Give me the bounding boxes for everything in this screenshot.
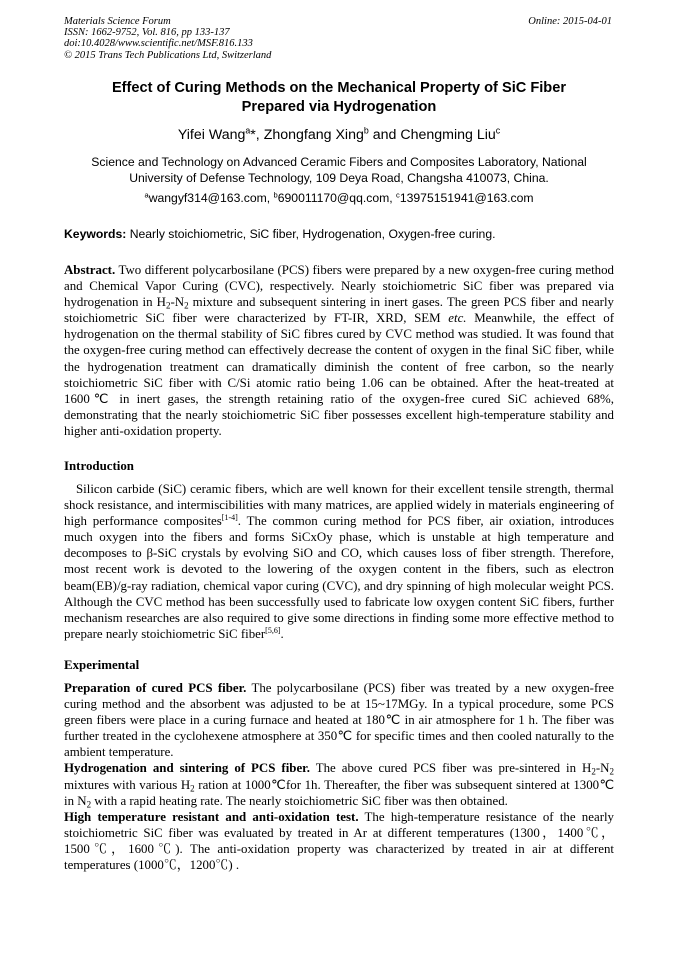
email-c-mark: c xyxy=(396,190,400,200)
abstract-label: Abstract. xyxy=(64,263,116,277)
exp-paragraph-1 xyxy=(64,680,614,760)
issn-line: ISSN: 1662-9752, Vol. 816, pp 133-137 xyxy=(64,27,230,39)
author-1-mark: a xyxy=(245,125,251,136)
exp-p2-sub-4: 2 xyxy=(86,798,92,809)
exp-p1-label: Preparation of cured PCS fiber. xyxy=(64,681,247,695)
email-c[interactable]: 13975151941@163.com xyxy=(399,191,534,205)
author-3-mark: c xyxy=(495,125,501,136)
exp-p2-text-5: with a rapid heating rate. The nearly stoichiometric SiC fiber was then obtained. xyxy=(91,793,508,808)
email-list xyxy=(64,191,614,206)
intro-text-2: . The common curing method for PCS fiber, air oxiation, introduces much oxygen into the fibers and forms SiCxOy phase, which is unstable at high temperature and decomposes to β-SiC crystals by evolving SiO and CO, which causes loss of fiber strength. Therefore, most recent work is devoted to the lowering of the oxygen content in the fibers, such as electron beam(EB)/g-ray radiation, chemical vapor curing (CVC), and dry spinning of high molecular weight PCS. Although the CVC method has been successfully used to fabricate low oxygen content SiC fibers, further mechanism researches are also required to give some directions in finding some more effective method to prepare nearly stoichiometric SiC fiber xyxy=(64,514,614,641)
author-1-star: *, xyxy=(250,127,264,143)
title-line-1: Effect of Curing Methods on the Mechanical Property of SiC Fiber xyxy=(111,80,567,96)
online-date: Online: 2015-04-01 xyxy=(528,16,612,27)
exp-paragraph-2 xyxy=(64,760,614,808)
author-2-mark: b xyxy=(363,125,369,136)
intro-text-1: Silicon carbide (SiC) ceramic fibers, which are well known for their excellent tensile strength, thermal shock resistance, and intermiscibilities with many matrices, are applied widely in materials engineering of high performance composites xyxy=(64,482,614,529)
exp-p2-sub-3: 2 xyxy=(190,782,195,793)
abstract-sub-2: 2 xyxy=(184,300,189,311)
keywords-text: Nearly stoichiometric, SiC fiber, Hydrogenation, Oxygen-free curing. xyxy=(126,227,496,241)
abstract-text-1: Two different polycarbosilane (PCS) fibers were prepared by a new oxygen-free curing method and Chemical Vapor Curing (CVC), respectively. Nearly stoichiometric SiC fiber was prepared via hydrogenation in H xyxy=(64,263,614,310)
exp-paragraph-3 xyxy=(64,809,614,873)
exp-p2-text-2: -N xyxy=(595,761,610,776)
abstract-sub-1: 2 xyxy=(165,300,171,311)
exp-p2-label: Hydrogenation and sintering of PCS fiber. xyxy=(64,761,310,776)
copyright-line: © 2015 Trans Tech Publications Ltd, Switzerland xyxy=(64,49,272,61)
abstract-text-4: Meanwhile, the effect of hydrogenation on the thermal stability of SiC fibres cured by CVC method was studied. It was found that the oxygen-free curing method can effectively decrease the content of oxygen in the final SiC fiber, while the hydrogenation treatment can dramatically diminish the content of free carbon, so the nearly stoichiometric SiC fiber with C/Si atomic ratio being 1.06 can be obtained. After the heat-treated at 1600℃ in inert gases, the strength retaining ratio of the oxygen-free cured SiC achieved 68%, demonstrating that the nearly stoichiometric SiC fiber possesses excellent high-temperature stability and higher anti-oxidation property. xyxy=(64,311,615,438)
email-a-mark: a xyxy=(144,190,149,200)
intro-ref-1[interactable]: [1-4] xyxy=(221,513,238,523)
exp-p1-text: The polycarbosilane (PCS) fiber was treated by a new oxygen-free curing method and the absorbent was adjusted to be at 15~17MGy. In a typical procedure, some PCS green fibers were place in a curing furnace and heated at 180℃ in air atmosphere for 1 h. The fiber was further treated in the cyclohexene atmosphere at 350℃ for specific times and then cooled naturally to the ambient temperature. xyxy=(64,681,614,760)
abstract-text-3: mixture and subsequent sintering in inert gases. The green PCS fiber and nearly stoichiometric SiC fiber were characterized by FT-IR, XRD, SEM xyxy=(64,295,614,326)
introduction-heading: Introduction xyxy=(64,459,134,473)
keywords-label: Keywords: xyxy=(64,227,127,241)
introduction-body xyxy=(64,481,614,642)
exp-p2-sub-1: 2 xyxy=(591,766,596,777)
affiliation: Science and Technology on Advanced Ceramic Fibers and Composites Laboratory, National University of Defense Technology, 109 Deya Road, Changsha 410073, China. xyxy=(91,155,587,185)
author-and: and xyxy=(368,127,401,143)
email-b-mark: b xyxy=(273,190,278,200)
email-a[interactable]: wangyf314@163.com, xyxy=(148,191,274,205)
author-3: Chengming Liu xyxy=(400,127,496,143)
author-2: Zhongfang Xing xyxy=(263,127,364,143)
exp-p3-label: High temperature resistant and anti-oxidation test. xyxy=(64,809,359,824)
exp-p2-sub-2: 2 xyxy=(609,766,614,777)
exp-p2-text-4: ration at 1000℃for 1h. Thereafter, the fiber was subsequent sintered at 1300℃ in N xyxy=(64,777,614,808)
abstract-etc: etc. xyxy=(448,311,467,326)
journal-name: Materials Science Forum xyxy=(64,16,171,27)
email-b[interactable]: 690011170@qq.com, xyxy=(277,191,397,205)
experimental-body xyxy=(64,680,614,873)
keywords xyxy=(64,227,614,242)
journal-header xyxy=(64,16,271,61)
author-1: Yifei Wang xyxy=(177,127,246,143)
abstract-text-2: -N xyxy=(170,295,185,310)
doi-line[interactable]: doi:10.4028/www.scientific.net/MSF.816.133 xyxy=(64,38,253,50)
title-line-2: Prepared via Hydrogenation xyxy=(241,99,437,115)
experimental-heading: Experimental xyxy=(64,658,140,672)
intro-text-3: . xyxy=(280,626,284,641)
author-list xyxy=(64,126,614,144)
intro-ref-2[interactable]: [5,6] xyxy=(265,626,281,636)
exp-p2-text-3: mixtures with various H xyxy=(64,777,191,792)
paper-title xyxy=(64,79,614,117)
abstract xyxy=(64,262,614,439)
exp-p3-text: The high-temperature resistance of the nearly stoichiometric SiC fiber was evaluated by treated in Ar at different temperatures (1300，1400℃，1500℃，1600℃). The anti-oxidation property was characterized by treated in air at different temperatures (1000℃，1200℃) . xyxy=(64,809,615,873)
exp-p2-text-1: The above cured PCS fiber was pre-sintered in H xyxy=(309,761,592,776)
